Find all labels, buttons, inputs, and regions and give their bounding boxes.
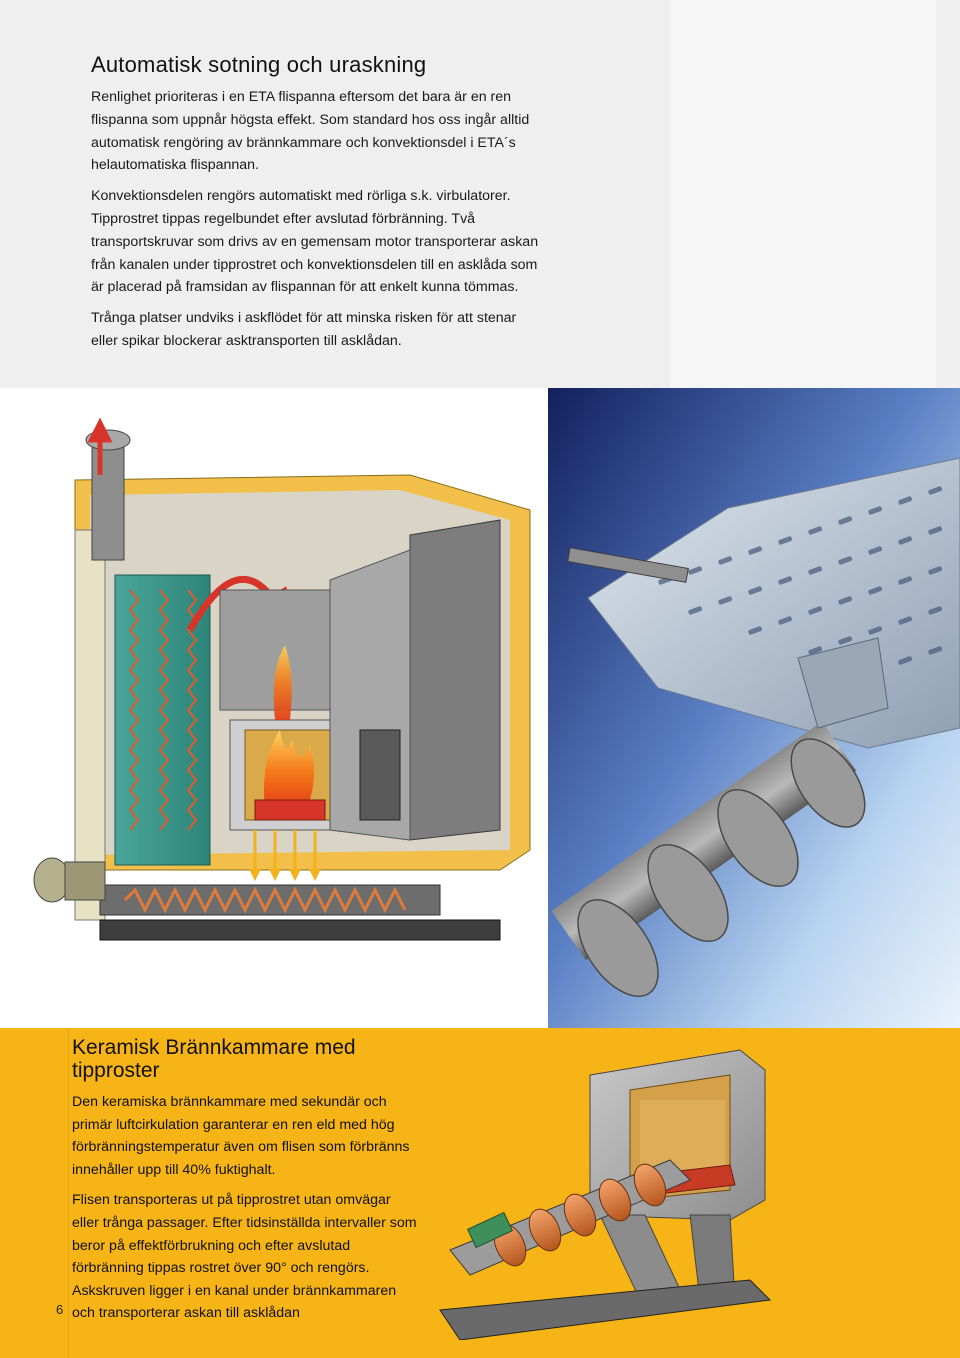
background-stripe: [936, 0, 960, 388]
keramisk-paragraph: Den keramiska brännkammare med sekundär och primär luftcirkulation garanterar en ren eld med hög förbränningstemperatur även om flisen som förbränns innehåller upp till 40% fuktighalt.: [72, 1094, 410, 1178]
top-right-background: [630, 0, 960, 388]
keramisk-text: [72, 1091, 420, 1333]
intro-title: Automatisk sotning och uraskning: [91, 52, 427, 77]
intro-paragraph: Konvektionsdelen rengörs automatiskt med rörliga s.k. virbulatorer. Tipprostret tippas regelbundet efter avslutad förbränning. Två transportskruvar som drivs av en gemensam motor transporterar askan från kanalen under tipprostret och konvektionsdelen till en asklåda som är placerad på framsidan av flispannan för att enkelt kunna tömmas.: [91, 188, 539, 296]
grate-auger-photo: [548, 388, 960, 1028]
boiler-cutaway-illustration: [30, 400, 555, 970]
combustion-chamber-illustration: [430, 1040, 790, 1340]
page-number: 6: [56, 1302, 64, 1317]
keramisk-paragraph: Flisen transporteras ut på tipprostret utan omvägar eller trånga passager. Efter tidsinställda intervaller som beror på effektförbrukning och efter avslutad förbränning tippas rostret över 90° och rengörs. Askskruven ligger i en kanal under brännkammaren och transporterar askan till asklådan: [72, 1192, 417, 1322]
keramisk-title: Keramisk Brännkammare med tipproster: [72, 1036, 356, 1082]
intro-paragraph: Renlighet prioriteras i en ETA flispanna eftersom det bara är en ren flispanna som uppnår högsta effekt. Som standard hos oss ingår alltid automatisk rengöring av brännkammare och konvektionsdel i ETA´s helautomatiska flispannan.: [91, 89, 530, 174]
intro-paragraph: Trånga platser undviks i askflödet för att minska risken för att stenar eller spikar blockerar asktransporten till asklådan.: [91, 310, 517, 349]
intro-text: [91, 86, 543, 361]
background-stripe: [630, 0, 960, 388]
